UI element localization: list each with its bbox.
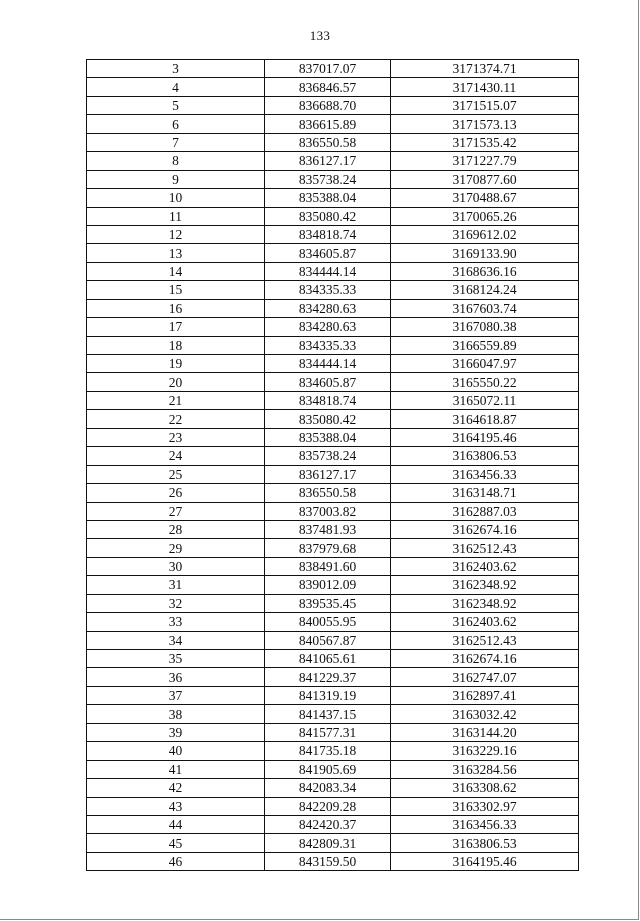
point-number-cell: 8	[87, 152, 265, 170]
x-coordinate-cell: 839535.45	[265, 594, 391, 612]
y-coordinate-cell: 3166047.97	[391, 355, 579, 373]
table-row	[87, 484, 579, 502]
x-coordinate-cell: 834818.74	[265, 391, 391, 409]
table-row	[87, 225, 579, 243]
x-coordinate-cell: 841577.31	[265, 723, 391, 741]
x-coordinate-cell: 834444.14	[265, 262, 391, 280]
point-number-cell: 15	[87, 281, 265, 299]
x-coordinate-cell: 835080.42	[265, 410, 391, 428]
point-number-cell: 31	[87, 576, 265, 594]
table-row	[87, 428, 579, 446]
table-row	[87, 152, 579, 170]
point-number-cell: 26	[87, 484, 265, 502]
y-coordinate-cell: 3170877.60	[391, 170, 579, 188]
x-coordinate-cell: 841229.37	[265, 668, 391, 686]
x-coordinate-cell: 835738.24	[265, 170, 391, 188]
point-number-cell: 32	[87, 594, 265, 612]
x-coordinate-cell: 837003.82	[265, 502, 391, 520]
point-number-cell: 34	[87, 631, 265, 649]
point-number-cell: 40	[87, 742, 265, 760]
x-coordinate-cell: 835388.04	[265, 428, 391, 446]
point-number-cell: 18	[87, 336, 265, 354]
point-number-cell: 16	[87, 299, 265, 317]
point-number-cell: 10	[87, 189, 265, 207]
table-row	[87, 797, 579, 815]
y-coordinate-cell: 3163456.33	[391, 815, 579, 833]
x-coordinate-cell: 840567.87	[265, 631, 391, 649]
x-coordinate-cell: 834335.33	[265, 281, 391, 299]
x-coordinate-cell: 841065.61	[265, 650, 391, 668]
point-number-cell: 39	[87, 723, 265, 741]
y-coordinate-cell: 3171515.07	[391, 96, 579, 114]
y-coordinate-cell: 3163148.71	[391, 484, 579, 502]
table-row	[87, 594, 579, 612]
point-number-cell: 21	[87, 391, 265, 409]
x-coordinate-cell: 835738.24	[265, 447, 391, 465]
point-number-cell: 24	[87, 447, 265, 465]
table-row	[87, 779, 579, 797]
table-row	[87, 336, 579, 354]
y-coordinate-cell: 3171227.79	[391, 152, 579, 170]
x-coordinate-cell: 838491.60	[265, 557, 391, 575]
table-row	[87, 502, 579, 520]
table-row	[87, 373, 579, 391]
table-row	[87, 447, 579, 465]
table-row	[87, 133, 579, 151]
table-row	[87, 318, 579, 336]
y-coordinate-cell: 3167603.74	[391, 299, 579, 317]
x-coordinate-cell: 839012.09	[265, 576, 391, 594]
table-row	[87, 576, 579, 594]
x-coordinate-cell: 836688.70	[265, 96, 391, 114]
point-number-cell: 33	[87, 613, 265, 631]
x-coordinate-cell: 843159.50	[265, 852, 391, 870]
point-number-cell: 46	[87, 852, 265, 870]
point-number-cell: 29	[87, 539, 265, 557]
table-row	[87, 207, 579, 225]
y-coordinate-cell: 3169133.90	[391, 244, 579, 262]
table-row	[87, 520, 579, 538]
x-coordinate-cell: 842209.28	[265, 797, 391, 815]
y-coordinate-cell: 3162348.92	[391, 594, 579, 612]
x-coordinate-cell: 842809.31	[265, 834, 391, 852]
table-row	[87, 60, 579, 78]
point-number-cell: 11	[87, 207, 265, 225]
y-coordinate-cell: 3169612.02	[391, 225, 579, 243]
table-row	[87, 299, 579, 317]
y-coordinate-cell: 3170488.67	[391, 189, 579, 207]
x-coordinate-cell: 842420.37	[265, 815, 391, 833]
point-number-cell: 25	[87, 465, 265, 483]
table-row	[87, 391, 579, 409]
x-coordinate-cell: 836550.58	[265, 484, 391, 502]
x-coordinate-cell: 840055.95	[265, 613, 391, 631]
table-row	[87, 668, 579, 686]
x-coordinate-cell: 836127.17	[265, 152, 391, 170]
x-coordinate-cell: 835388.04	[265, 189, 391, 207]
table-row	[87, 852, 579, 870]
point-number-cell: 38	[87, 705, 265, 723]
x-coordinate-cell: 836550.58	[265, 133, 391, 151]
table-row	[87, 115, 579, 133]
table-row	[87, 96, 579, 114]
table-row	[87, 557, 579, 575]
y-coordinate-cell: 3163032.42	[391, 705, 579, 723]
point-number-cell: 23	[87, 428, 265, 446]
y-coordinate-cell: 3166559.89	[391, 336, 579, 354]
y-coordinate-cell: 3170065.26	[391, 207, 579, 225]
y-coordinate-cell: 3168636.16	[391, 262, 579, 280]
point-number-cell: 37	[87, 686, 265, 704]
table-row	[87, 281, 579, 299]
coordinates-table	[86, 59, 579, 871]
coordinates-table-body	[87, 60, 579, 871]
point-number-cell: 35	[87, 650, 265, 668]
table-row	[87, 262, 579, 280]
y-coordinate-cell: 3171430.11	[391, 78, 579, 96]
table-row	[87, 705, 579, 723]
point-number-cell: 9	[87, 170, 265, 188]
x-coordinate-cell: 834605.87	[265, 244, 391, 262]
point-number-cell: 13	[87, 244, 265, 262]
y-coordinate-cell: 3163302.97	[391, 797, 579, 815]
point-number-cell: 4	[87, 78, 265, 96]
point-number-cell: 42	[87, 779, 265, 797]
x-coordinate-cell: 834280.63	[265, 318, 391, 336]
y-coordinate-cell: 3163806.53	[391, 834, 579, 852]
point-number-cell: 22	[87, 410, 265, 428]
x-coordinate-cell: 834280.63	[265, 299, 391, 317]
y-coordinate-cell: 3162747.07	[391, 668, 579, 686]
point-number-cell: 43	[87, 797, 265, 815]
point-number-cell: 14	[87, 262, 265, 280]
table-row	[87, 742, 579, 760]
y-coordinate-cell: 3163144.20	[391, 723, 579, 741]
x-coordinate-cell: 837481.93	[265, 520, 391, 538]
y-coordinate-cell: 3167080.38	[391, 318, 579, 336]
table-row	[87, 410, 579, 428]
point-number-cell: 41	[87, 760, 265, 778]
y-coordinate-cell: 3162887.03	[391, 502, 579, 520]
y-coordinate-cell: 3163456.33	[391, 465, 579, 483]
x-coordinate-cell: 842083.34	[265, 779, 391, 797]
x-coordinate-cell: 836846.57	[265, 78, 391, 96]
table-row	[87, 244, 579, 262]
x-coordinate-cell: 841319.19	[265, 686, 391, 704]
x-coordinate-cell: 834335.33	[265, 336, 391, 354]
point-number-cell: 17	[87, 318, 265, 336]
point-number-cell: 45	[87, 834, 265, 852]
x-coordinate-cell: 834818.74	[265, 225, 391, 243]
point-number-cell: 36	[87, 668, 265, 686]
y-coordinate-cell: 3163806.53	[391, 447, 579, 465]
point-number-cell: 44	[87, 815, 265, 833]
point-number-cell: 20	[87, 373, 265, 391]
y-coordinate-cell: 3162403.62	[391, 557, 579, 575]
y-coordinate-cell: 3164618.87	[391, 410, 579, 428]
y-coordinate-cell: 3171374.71	[391, 60, 579, 78]
y-coordinate-cell: 3162897.41	[391, 686, 579, 704]
table-row	[87, 686, 579, 704]
y-coordinate-cell: 3163308.62	[391, 779, 579, 797]
x-coordinate-cell: 841735.18	[265, 742, 391, 760]
table-row	[87, 78, 579, 96]
x-coordinate-cell: 837979.68	[265, 539, 391, 557]
point-number-cell: 12	[87, 225, 265, 243]
y-coordinate-cell: 3162674.16	[391, 520, 579, 538]
point-number-cell: 27	[87, 502, 265, 520]
point-number-cell: 6	[87, 115, 265, 133]
y-coordinate-cell: 3163229.16	[391, 742, 579, 760]
x-coordinate-cell: 835080.42	[265, 207, 391, 225]
table-row	[87, 834, 579, 852]
table-row	[87, 189, 579, 207]
point-number-cell: 5	[87, 96, 265, 114]
y-coordinate-cell: 3168124.24	[391, 281, 579, 299]
y-coordinate-cell: 3171535.42	[391, 133, 579, 151]
x-coordinate-cell: 841905.69	[265, 760, 391, 778]
table-row	[87, 723, 579, 741]
y-coordinate-cell: 3163284.56	[391, 760, 579, 778]
table-row	[87, 355, 579, 373]
y-coordinate-cell: 3162403.62	[391, 613, 579, 631]
x-coordinate-cell: 836615.89	[265, 115, 391, 133]
y-coordinate-cell: 3162348.92	[391, 576, 579, 594]
y-coordinate-cell: 3171573.13	[391, 115, 579, 133]
point-number-cell: 7	[87, 133, 265, 151]
table-row	[87, 465, 579, 483]
x-coordinate-cell: 837017.07	[265, 60, 391, 78]
point-number-cell: 30	[87, 557, 265, 575]
table-row	[87, 170, 579, 188]
y-coordinate-cell: 3164195.46	[391, 852, 579, 870]
table-row	[87, 760, 579, 778]
table-row	[87, 815, 579, 833]
x-coordinate-cell: 834444.14	[265, 355, 391, 373]
y-coordinate-cell: 3165550.22	[391, 373, 579, 391]
point-number-cell: 28	[87, 520, 265, 538]
point-number-cell: 3	[87, 60, 265, 78]
y-coordinate-cell: 3164195.46	[391, 428, 579, 446]
table-row	[87, 539, 579, 557]
y-coordinate-cell: 3165072.11	[391, 391, 579, 409]
x-coordinate-cell: 841437.15	[265, 705, 391, 723]
x-coordinate-cell: 834605.87	[265, 373, 391, 391]
table-row	[87, 650, 579, 668]
x-coordinate-cell: 836127.17	[265, 465, 391, 483]
y-coordinate-cell: 3162674.16	[391, 650, 579, 668]
table-row	[87, 631, 579, 649]
y-coordinate-cell: 3162512.43	[391, 539, 579, 557]
point-number-cell: 19	[87, 355, 265, 373]
page-number: 133	[309, 28, 331, 43]
y-coordinate-cell: 3162512.43	[391, 631, 579, 649]
table-row	[87, 613, 579, 631]
